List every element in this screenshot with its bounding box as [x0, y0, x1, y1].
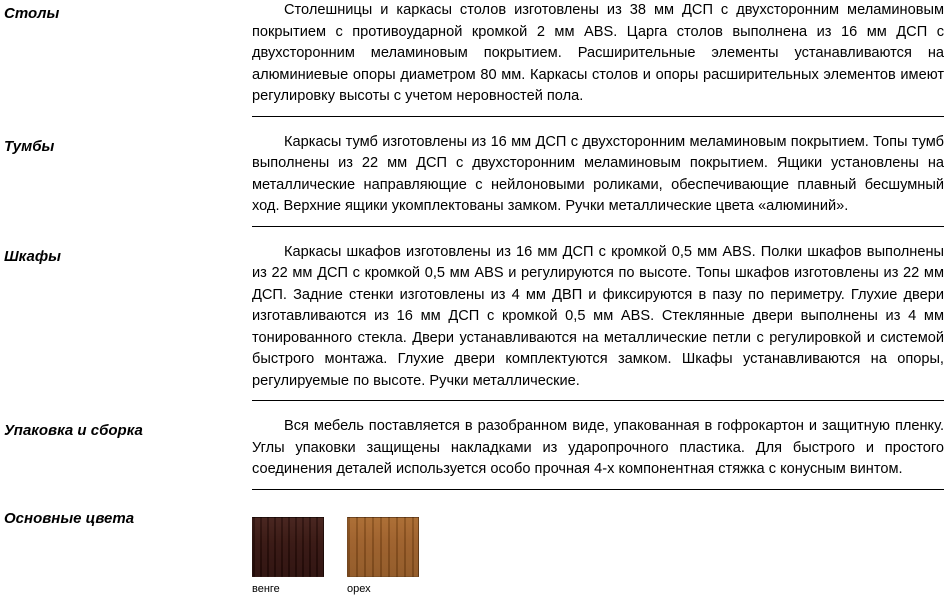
section-text-shkafy: Каркасы шкафов изготовлены из 16 мм ДСП с кромкой 0,5 мм ABS. Полки шкафов выполнены из 22 мм ДСП с кромкой 0,5 мм ABS и регулируются по высоте. Топы шкафов изготовлены из 22 мм ДСП. Задние стенки изготовлены из 4 мм ДВП и фиксируются в пазу по периметру. Глухие двери изготавливаются из 16 мм ДСП с кромкой 0,5 мм ABS. Стеклянные двери выполнены из 4 мм тонированного стекла. Двери устанавливаются на металлические петли с регулировкой и системой быстрого монтажа. Глухие двери комплектуются замком. Шкафы устанавливаются на опоры, регулируемые по высоте. Ручки металлические. [252, 243, 944, 389]
section-divider [252, 226, 944, 227]
section-stoly [0, 0, 950, 123]
section-text-tumby: Каркасы тумб изготовлены из 16 мм ДСП с двухсторонним меламиновым покрытием. Топы тумб выполнены из 22 мм ДСП с двухсторонним меламиновым покрытием. Ящики установлены на металлические направляющие с нейлоновыми роликами, обеспечивающие плавный бесшумный ход. Верхние ящики укомплектованы замком. Ручки металлические цвета «алюминий». [252, 133, 944, 214]
section-divider [252, 400, 944, 401]
section-label-upakovka: Упаковка и сборка [4, 422, 143, 439]
color-swatch-venge [252, 517, 324, 577]
section-body-stoly [252, 0, 950, 123]
section-label-colors: Основные цвета [4, 509, 135, 527]
section-divider [252, 116, 944, 117]
section-body-colors [252, 505, 950, 596]
color-swatch-item [252, 517, 324, 596]
section-divider [252, 489, 944, 490]
section-label-stoly: Столы [4, 5, 60, 22]
section-text-stoly: Столешницы и каркасы столов изготовлены из 38 мм ДСП с двухсторонним меламиновым покрытием с противоударной кромкой 2 мм ABS. Царга столов выполнена из 16 мм ДСП с двухсторонним меламиновым покрытием. Расширительные элементы устанавливаются на алюминиевые опоры диаметром 80 мм. Каркасы столов и опоры расширительных элементов имеют регулировку высоты с учетом неровностей пола. [252, 2, 944, 104]
color-swatch-oreh [347, 517, 419, 577]
color-swatch-item [347, 517, 419, 596]
color-swatch-label-venge: венге [252, 582, 280, 595]
section-upakovka [0, 416, 950, 496]
section-text-upakovka: Вся мебель поставляется в разобранном виде, упакованная в гофрокартон и защитную пленку. Углы упаковки защищены накладками из ударопрочного пластика. Для быстрого и простого соединения деталей используется особо прочная 4-х компонентная стяжка с конусным винтом. [252, 418, 944, 477]
section-label-shkafy: Шкафы [4, 247, 61, 265]
section-tumby [0, 132, 950, 233]
section-body-tumby [252, 132, 950, 233]
color-swatch-label-oreh: орех [347, 582, 371, 595]
section-body-shkafy [252, 242, 950, 408]
section-colors [0, 505, 950, 596]
section-shkafy [0, 242, 950, 408]
color-swatch-list [252, 505, 944, 596]
section-body-upakovka [252, 416, 950, 496]
section-label-tumby: Тумбы [4, 137, 55, 155]
